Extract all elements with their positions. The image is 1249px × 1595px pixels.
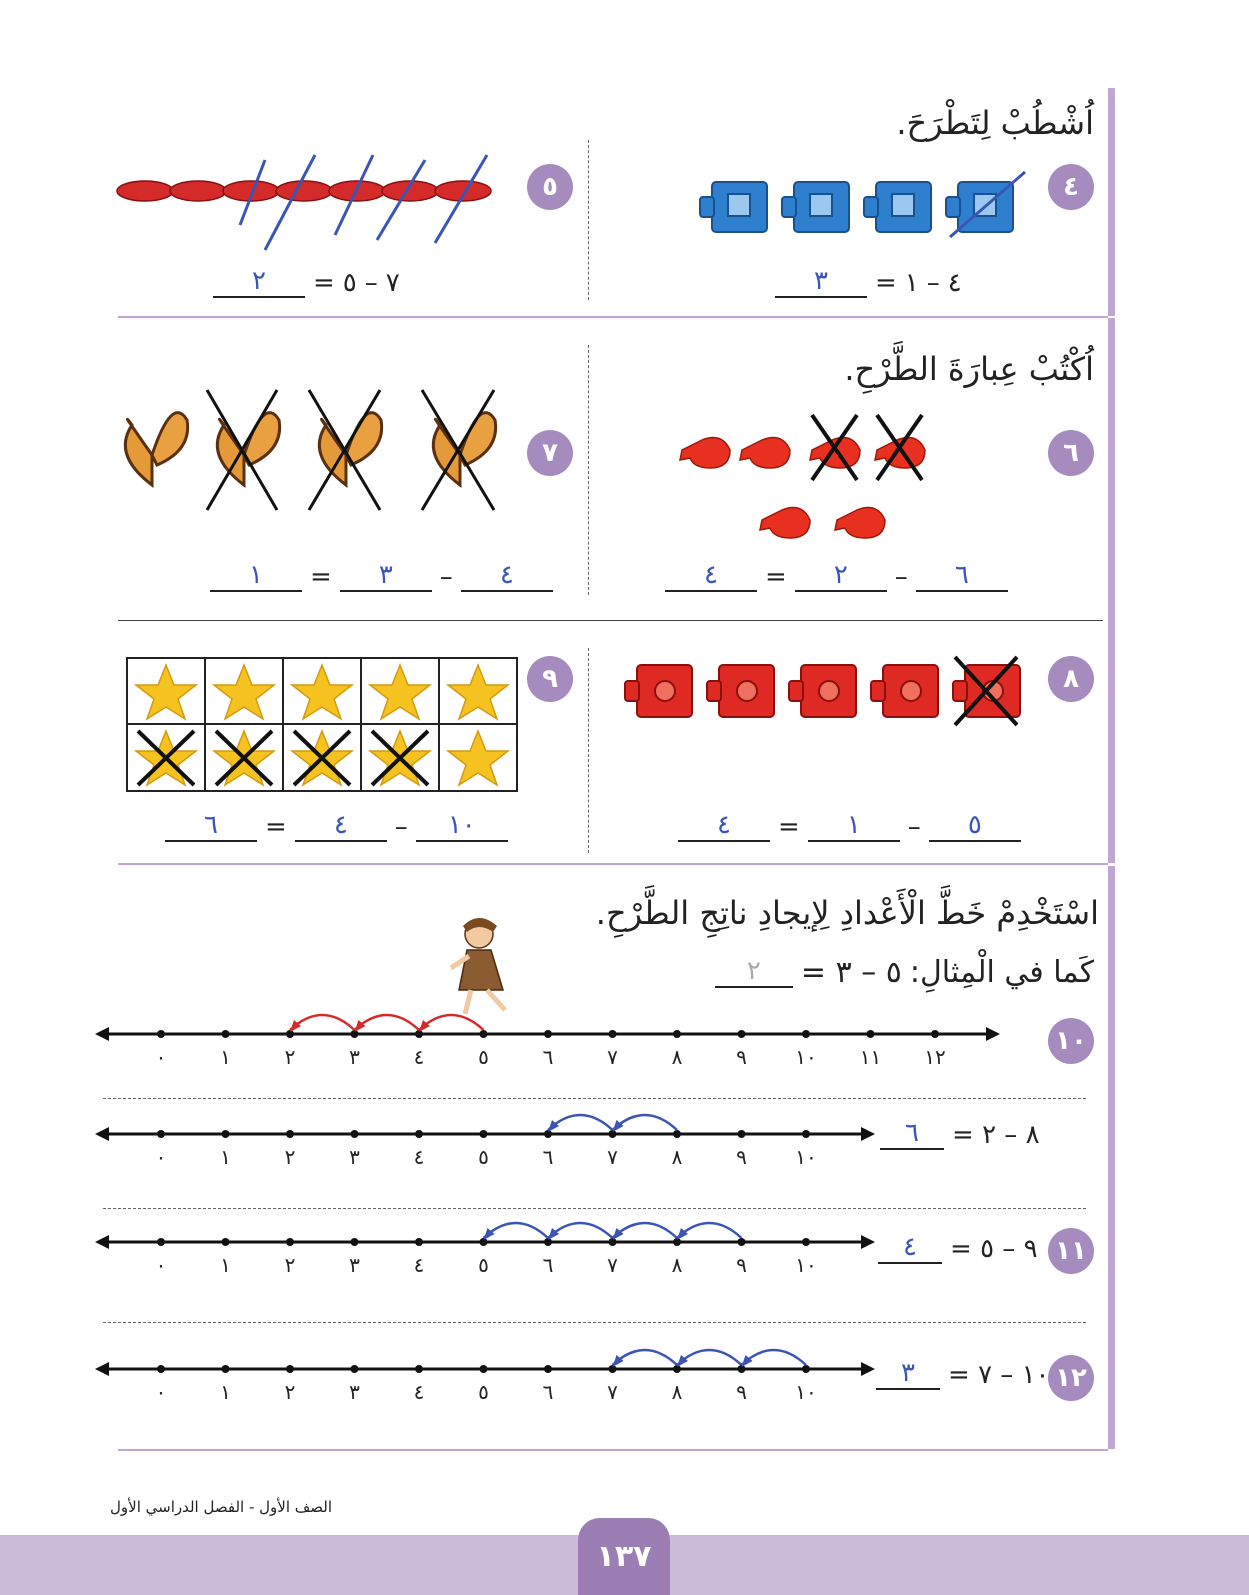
red-cubes-illustration (625, 655, 1025, 730)
tick-label: ٧ (607, 1145, 618, 1169)
arrow-right-icon (861, 1127, 875, 1141)
tick-label: ٤ (413, 1045, 425, 1069)
hop-arc (742, 1350, 807, 1365)
red-cube (871, 665, 938, 717)
tick-label: ٥ (478, 1145, 489, 1169)
row-divider (118, 620, 1103, 621)
whistle (835, 508, 885, 538)
tick-label: ٠ (155, 1380, 167, 1404)
tick-dot (415, 1130, 423, 1138)
butterflies-illustration (112, 385, 512, 515)
tick-label: ١ (220, 1380, 231, 1404)
tick-label: ٣ (349, 1253, 360, 1277)
exercise-badge-4: ٤ (1048, 164, 1094, 210)
tick-dot (286, 1365, 294, 1373)
tick-label: ٢ (284, 1045, 296, 1069)
minuend-blank-ex6[interactable]: ٦ (916, 560, 1008, 592)
tick-dot (673, 1130, 681, 1138)
exercise-badge-5: ٥ (527, 164, 573, 210)
subtrahend-blank-ex7[interactable]: ٣ (340, 560, 432, 592)
tick-label: ٥ (478, 1045, 489, 1069)
tick-dot (415, 1238, 423, 1246)
hop-arc (613, 1350, 678, 1365)
arrow-right-icon (986, 1027, 1000, 1041)
equation-ex6: ٦ – ٢ = ٤ (665, 560, 1008, 592)
tick-dot (673, 1238, 681, 1246)
tick-dot (738, 1365, 746, 1373)
tick-dot (802, 1130, 810, 1138)
answer-blank-ex11[interactable]: ٤ (878, 1232, 942, 1264)
equation-ex4: ٤ – ١ = ٣ (775, 266, 962, 298)
answer-blank-ex8[interactable]: ٤ (678, 810, 770, 842)
whistle (875, 438, 925, 468)
tick-dot (222, 1365, 230, 1373)
section-divider (118, 1449, 1108, 1451)
row-separator (103, 1098, 1086, 1099)
tick-dot (157, 1030, 165, 1038)
tick-dot (673, 1030, 681, 1038)
butterfly (125, 413, 187, 485)
example-equation: كَما في الْمِثالِ: ٥ – ٣ = ٢ (715, 956, 1094, 988)
subtrahend-blank-ex6[interactable]: ٢ (795, 560, 887, 592)
blue-cube (782, 182, 849, 232)
whistle (740, 438, 790, 468)
tick-label: ٨ (671, 1045, 683, 1069)
tick-label: ١٠ (795, 1380, 817, 1404)
hop-arc (613, 1115, 678, 1130)
hop-arc (355, 1015, 420, 1030)
red-cube (625, 665, 692, 717)
hop-arc (290, 1015, 355, 1030)
tick-label: ٤ (413, 1145, 425, 1169)
arrow-left-icon (95, 1027, 109, 1041)
red-counter (170, 181, 226, 201)
exercise-badge-11: ١١ (1048, 1228, 1094, 1274)
whistle (680, 438, 730, 468)
tick-dot (157, 1365, 165, 1373)
girl-illustration (445, 912, 515, 1022)
arrow-left-icon (95, 1362, 109, 1376)
answer-blank-ex9[interactable]: ٦ (165, 810, 257, 842)
tick-label: ١٢ (924, 1045, 946, 1069)
tick-dot (286, 1030, 294, 1038)
tick-dot (415, 1030, 423, 1038)
red-cube (707, 665, 774, 717)
tick-label: ٦ (542, 1045, 554, 1069)
section-title-cross-out: اُشْطُبْ لِتَطْرَحَ. (896, 104, 1094, 142)
equation-ex7: ٤ – ٣ = ١ (210, 560, 553, 592)
hop-arc (548, 1223, 613, 1238)
tick-dot (480, 1130, 488, 1138)
number-line-ex11 (95, 1218, 880, 1288)
arrow-left-icon (95, 1235, 109, 1249)
red-counter (117, 181, 173, 201)
tick-label: ٥ (478, 1380, 489, 1404)
tick-dot (544, 1130, 552, 1138)
answer-blank-ex5[interactable]: ٢ (213, 266, 305, 298)
hop-arc (677, 1223, 742, 1238)
red-cube (789, 665, 856, 717)
tick-label: ٨ (671, 1145, 683, 1169)
tick-label: ٧ (607, 1253, 618, 1277)
blue-cube (700, 182, 767, 232)
exercise-badge-7: ٧ (527, 430, 573, 476)
hop-arc (548, 1115, 613, 1130)
tick-label: ٨ (671, 1253, 683, 1277)
tick-dot (609, 1130, 617, 1138)
footer-grade-label: الصف الأول - الفصل الدراسي الأول (110, 1498, 333, 1516)
arrow-right-icon (861, 1362, 875, 1376)
tick-label: ٩ (736, 1380, 747, 1404)
equation-ex5: ٧ – ٥ = ٢ (213, 266, 400, 298)
tick-label: ١١ (859, 1045, 882, 1069)
tick-label: ١ (220, 1145, 231, 1169)
equation-ex12: ١٠ – ٧ = ٣ (876, 1358, 1050, 1390)
section-title-number-line: اسْتَخْدِمْ خَطَّ الْأَعْدادِ لِإيجادِ ناتِجِ الطَّرْحِ. (595, 894, 1099, 932)
tick-dot (738, 1238, 746, 1246)
tick-dot (351, 1130, 359, 1138)
number-line-ex12 (95, 1345, 880, 1415)
tick-label: ١٠ (795, 1045, 817, 1069)
tick-dot (157, 1238, 165, 1246)
tick-label: ٩ (736, 1145, 747, 1169)
subtrahend-blank-ex8[interactable]: ١ (808, 810, 900, 842)
red-counter (276, 181, 332, 201)
tick-label: ٣ (349, 1045, 360, 1069)
tick-label: ٧ (607, 1045, 618, 1069)
tick-label: ٢ (284, 1380, 296, 1404)
exercise-badge-6: ٦ (1048, 430, 1094, 476)
page-number: ١٣٧ (578, 1518, 670, 1595)
column-divider (588, 140, 589, 300)
hop-arc (484, 1223, 549, 1238)
tick-dot (480, 1238, 488, 1246)
tick-dot (609, 1365, 617, 1373)
tick-label: ٤ (413, 1380, 425, 1404)
tick-dot (867, 1030, 875, 1038)
tick-dot (222, 1130, 230, 1138)
equation-ex9: ١٠ – ٤ = ٦ (165, 810, 508, 842)
tick-dot (544, 1030, 552, 1038)
answer-blank-row2[interactable]: ٦ (880, 1118, 944, 1150)
tick-label: ١٠ (795, 1145, 817, 1169)
answer-blank-ex12[interactable]: ٣ (876, 1358, 940, 1390)
example-answer: ٢ (715, 956, 793, 988)
whistle (760, 508, 810, 538)
tick-dot (480, 1365, 488, 1373)
tick-dot (673, 1365, 681, 1373)
tick-label: ١٠ (795, 1253, 817, 1277)
tick-label: ١ (220, 1045, 231, 1069)
tick-dot (351, 1238, 359, 1246)
minuend-blank-ex8[interactable]: ٥ (929, 810, 1021, 842)
answer-blank-ex7[interactable]: ١ (210, 560, 302, 592)
tick-dot (738, 1130, 746, 1138)
row-separator (103, 1208, 1086, 1209)
tick-label: ٣ (349, 1380, 360, 1404)
tick-dot (286, 1130, 294, 1138)
exercise-badge-9: ٩ (527, 656, 573, 702)
arrow-left-icon (95, 1127, 109, 1141)
tick-label: ٢ (284, 1145, 296, 1169)
equation-ex8: ٥ – ١ = ٤ (678, 810, 1021, 842)
column-divider (588, 648, 589, 853)
section-title-write-expression: اُكْتُبْ عِبارَةَ الطَّرْحِ. (844, 350, 1094, 388)
cross-out-mark (265, 155, 315, 250)
column-divider (588, 345, 589, 595)
tick-dot (738, 1030, 746, 1038)
tick-dot (544, 1365, 552, 1373)
minuend-blank-ex9[interactable]: ١٠ (416, 810, 508, 842)
equation-ex11: ٩ – ٥ = ٤ (878, 1232, 1038, 1264)
ten-frame-stars (126, 657, 518, 792)
tick-dot (286, 1238, 294, 1246)
equation-row2: ٨ – ٢ = ٦ (880, 1118, 1040, 1150)
tick-dot (802, 1365, 810, 1373)
tick-dot (415, 1365, 423, 1373)
subtrahend-blank-ex9[interactable]: ٤ (295, 810, 387, 842)
tick-label: ٩ (736, 1045, 747, 1069)
tick-label: ٠ (155, 1045, 167, 1069)
tick-label: ٦ (542, 1253, 554, 1277)
tick-dot (609, 1030, 617, 1038)
tick-dot (351, 1030, 359, 1038)
tick-label: ٣ (349, 1145, 360, 1169)
row-separator (103, 1322, 1086, 1323)
tick-label: ٨ (671, 1380, 683, 1404)
tick-label: ٥ (478, 1253, 489, 1277)
hop-arc (677, 1350, 742, 1365)
number-line-ex10 (95, 1010, 1005, 1080)
tick-label: ٠ (155, 1145, 167, 1169)
tick-dot (609, 1238, 617, 1246)
hop-arc (419, 1015, 484, 1030)
answer-blank-ex4[interactable]: ٣ (775, 266, 867, 298)
minuend-blank-ex7[interactable]: ٤ (461, 560, 553, 592)
tick-label: ٠ (155, 1253, 167, 1277)
tick-dot (931, 1030, 939, 1038)
hop-arc (613, 1223, 678, 1238)
red-counters-illustration (115, 155, 505, 250)
exercise-badge-10: ١٠ (1048, 1018, 1094, 1064)
tick-label: ٤ (413, 1253, 425, 1277)
exercise-badge-8: ٨ (1048, 656, 1094, 702)
tick-label: ٧ (607, 1380, 618, 1404)
section-divider (118, 863, 1108, 865)
blue-cubes-illustration (700, 172, 1030, 242)
tick-dot (222, 1238, 230, 1246)
tick-label: ٢ (284, 1253, 296, 1277)
tick-dot (157, 1130, 165, 1138)
arrow-right-icon (861, 1235, 875, 1249)
whistle (810, 438, 860, 468)
whistles-illustration (672, 410, 932, 545)
answer-blank-ex6[interactable]: ٤ (665, 560, 757, 592)
tick-dot (802, 1238, 810, 1246)
tick-label: ٩ (736, 1253, 747, 1277)
exercise-badge-12: ١٢ (1048, 1355, 1094, 1401)
tick-label: ٦ (542, 1380, 554, 1404)
tick-label: ٦ (542, 1145, 554, 1169)
tick-dot (351, 1365, 359, 1373)
number-line-row2 (95, 1110, 880, 1180)
blue-cube (864, 182, 931, 232)
tick-dot (480, 1030, 488, 1038)
tick-label: ١ (220, 1253, 231, 1277)
tick-dot (544, 1238, 552, 1246)
tick-dot (222, 1030, 230, 1038)
tick-dot (802, 1030, 810, 1038)
